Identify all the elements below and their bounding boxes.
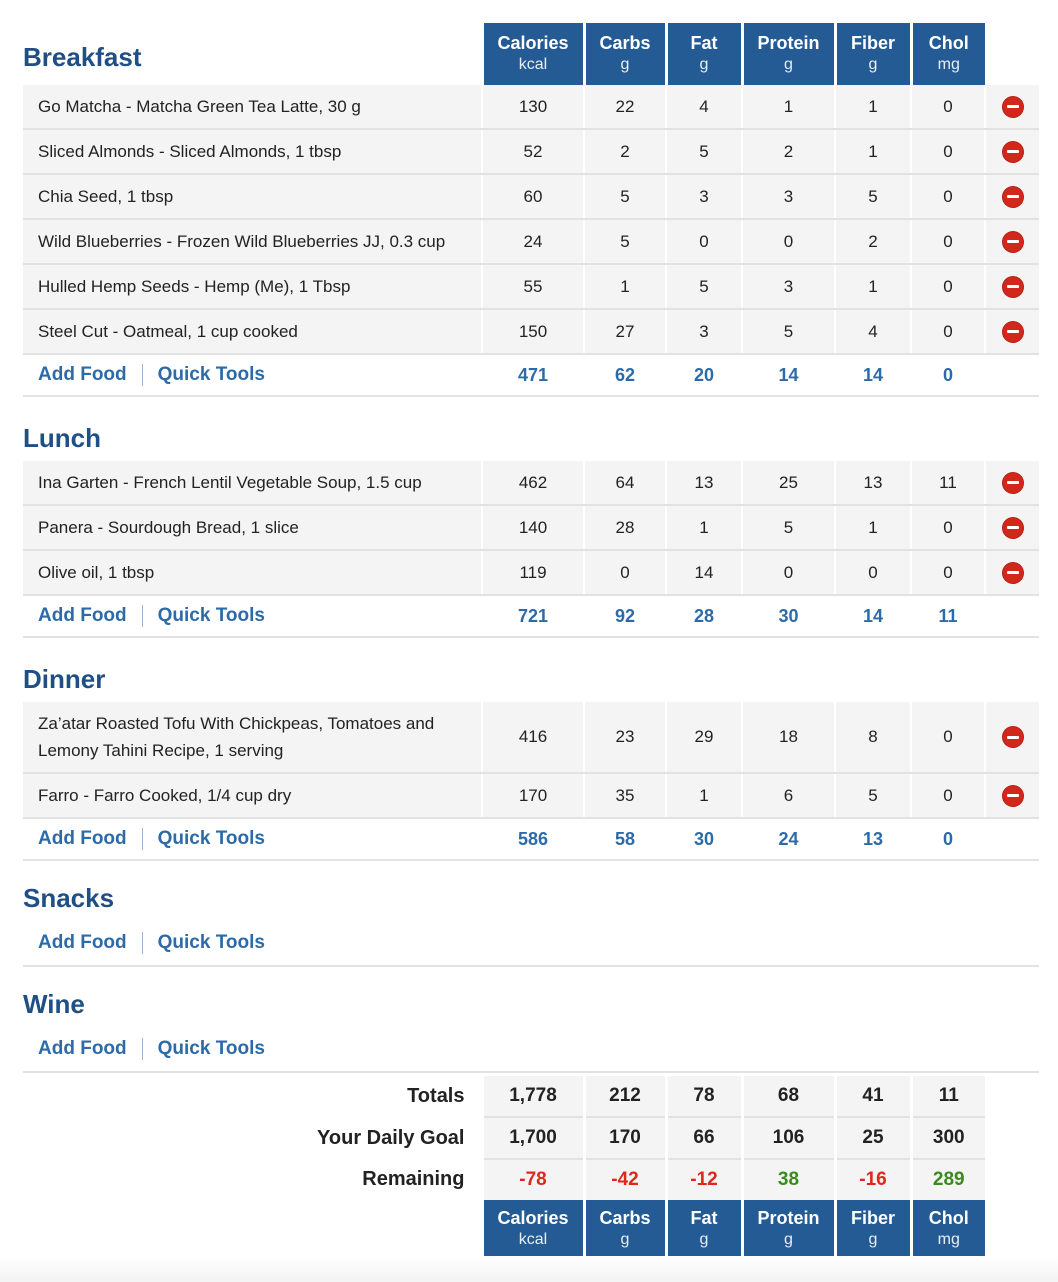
- daily-goal-row: [23, 1117, 1039, 1159]
- delete-food-button[interactable]: [985, 309, 1039, 354]
- food-fiber: 4: [835, 309, 911, 354]
- food-name[interactable]: Sliced Almonds - Sliced Almonds, 1 tbsp: [23, 129, 482, 174]
- goal-carbs: 170: [584, 1117, 666, 1159]
- column-name: Fiber: [850, 33, 895, 53]
- goal-fat: 66: [666, 1117, 742, 1159]
- column-unit: mg: [937, 56, 960, 73]
- food-carbs: 5: [584, 174, 666, 219]
- food-fat: 1: [666, 773, 742, 818]
- column-name: Fat: [690, 1208, 718, 1228]
- food-row[interactable]: [23, 174, 1039, 219]
- add-food-link[interactable]: Add Food: [38, 363, 127, 385]
- add-food-link[interactable]: Add Food: [38, 931, 127, 953]
- column-name: Protein: [757, 33, 820, 53]
- remaining-fat: -12: [666, 1159, 742, 1200]
- food-carbs: 22: [584, 85, 666, 129]
- food-calories: 140: [482, 505, 584, 550]
- food-fiber: 2: [835, 219, 911, 264]
- food-chol: 0: [911, 174, 985, 219]
- column-header-protein[interactable]: [742, 23, 835, 85]
- sum-carbs: 212: [584, 1076, 666, 1117]
- column-header-fiber[interactable]: [835, 23, 911, 85]
- quick-tools-link[interactable]: Quick Tools: [157, 827, 265, 849]
- meal-header-lunch: [23, 415, 1039, 461]
- food-fat: 14: [666, 550, 742, 595]
- food-calories: 150: [482, 309, 584, 354]
- column-name: Fat: [690, 33, 718, 53]
- column-unit: mg: [937, 1231, 960, 1248]
- column-header-chol[interactable]: [911, 1200, 985, 1258]
- food-fat: 3: [666, 309, 742, 354]
- food-row[interactable]: [23, 550, 1039, 595]
- sum-protein: 68: [742, 1076, 835, 1117]
- column-header-chol[interactable]: [911, 23, 985, 85]
- remaining-row: [23, 1159, 1039, 1200]
- column-unit: kcal: [518, 1231, 548, 1248]
- delete-food-button[interactable]: [985, 219, 1039, 264]
- food-protein: 25: [742, 461, 835, 505]
- food-fiber: 5: [835, 773, 911, 818]
- total-fiber: 14: [835, 354, 911, 396]
- food-name[interactable]: Wild Blueberries - Frozen Wild Blueberries JJ, 0.3 cup: [23, 219, 482, 264]
- food-protein: 1: [742, 85, 835, 129]
- column-unit: g: [620, 56, 630, 73]
- food-fiber: 1: [835, 264, 911, 309]
- food-row[interactable]: [23, 505, 1039, 550]
- total-calories: 721: [482, 595, 584, 637]
- goal-calories: 1,700: [482, 1117, 584, 1159]
- remove-icon[interactable]: [1003, 518, 1023, 538]
- food-fiber: 8: [835, 702, 911, 773]
- total-chol: 0: [911, 354, 985, 396]
- food-carbs: 27: [584, 309, 666, 354]
- total-carbs: 92: [584, 595, 666, 637]
- total-chol: 11: [911, 595, 985, 637]
- food-fat: 5: [666, 264, 742, 309]
- column-header-fiber[interactable]: [835, 1200, 911, 1258]
- food-carbs: 28: [584, 505, 666, 550]
- total-chol: 0: [911, 818, 985, 860]
- delete-food-button[interactable]: [985, 550, 1039, 595]
- meal-header-wine: [23, 981, 1039, 1027]
- food-fat: 0: [666, 219, 742, 264]
- column-name: Protein: [757, 1208, 820, 1228]
- sum-fiber: 41: [835, 1076, 911, 1117]
- column-unit: g: [868, 56, 878, 73]
- food-carbs: 0: [584, 550, 666, 595]
- food-row[interactable]: [23, 702, 1039, 773]
- meal-header-breakfast: [23, 23, 1039, 85]
- divider: [142, 828, 143, 850]
- column-name: Carbs: [599, 1208, 651, 1228]
- delete-food-button[interactable]: [985, 773, 1039, 818]
- food-diary: [23, 0, 1039, 1073]
- total-protein: 30: [742, 595, 835, 637]
- remove-icon[interactable]: [1003, 563, 1023, 583]
- meal-actions: [23, 921, 1039, 966]
- summary-column-headers: [23, 1200, 1039, 1258]
- food-chol: 0: [911, 129, 985, 174]
- divider: [142, 932, 143, 954]
- column-name: Calories: [497, 1208, 569, 1228]
- totals-label: Totals: [407, 1085, 465, 1107]
- meal-actions: [23, 595, 482, 637]
- goal-fiber: 25: [835, 1117, 911, 1159]
- total-fat: 20: [666, 354, 742, 396]
- diary-table: [23, 0, 1039, 1073]
- column-name: Chol: [928, 33, 969, 53]
- meal-title: Lunch: [23, 422, 101, 453]
- column-header-protein[interactable]: [742, 1200, 835, 1258]
- meal-actions: [23, 1027, 1039, 1072]
- sum-chol: 11: [911, 1076, 985, 1117]
- food-name[interactable]: Hulled Hemp Seeds - Hemp (Me), 1 Tbsp: [23, 264, 482, 309]
- food-row[interactable]: [23, 773, 1039, 818]
- column-header-fat[interactable]: [666, 1200, 742, 1258]
- goal-protein: 106: [742, 1117, 835, 1159]
- food-name[interactable]: Go Matcha - Matcha Green Tea Latte, 30 g: [23, 85, 482, 129]
- meal-totals-row: [23, 818, 1039, 860]
- totals-row: [23, 1076, 1039, 1117]
- food-fat: 5: [666, 129, 742, 174]
- food-protein: 6: [742, 773, 835, 818]
- food-chol: 0: [911, 264, 985, 309]
- remaining-calories: -78: [482, 1159, 584, 1200]
- remaining-fiber: -16: [835, 1159, 911, 1200]
- delete-food-button[interactable]: [985, 264, 1039, 309]
- add-food-link[interactable]: Add Food: [38, 1037, 127, 1059]
- meal-header-dinner: [23, 656, 1039, 702]
- food-chol: 0: [911, 550, 985, 595]
- column-unit: g: [699, 56, 709, 73]
- food-protein: 2: [742, 129, 835, 174]
- food-name[interactable]: Farro - Farro Cooked, 1/4 cup dry: [23, 773, 482, 818]
- food-calories: 24: [482, 219, 584, 264]
- remaining-carbs: -42: [584, 1159, 666, 1200]
- food-row[interactable]: [23, 264, 1039, 309]
- food-fat: 4: [666, 85, 742, 129]
- remaining-protein: 38: [742, 1159, 835, 1200]
- meal-totals-row: [23, 921, 1039, 966]
- divider: [142, 605, 143, 627]
- food-name[interactable]: Panera - Sourdough Bread, 1 slice: [23, 505, 482, 550]
- remove-icon[interactable]: [1003, 97, 1023, 117]
- food-chol: 0: [911, 85, 985, 129]
- column-header-calories[interactable]: [482, 1200, 584, 1258]
- food-protein: 0: [742, 550, 835, 595]
- food-fat: 13: [666, 461, 742, 505]
- food-protein: 3: [742, 264, 835, 309]
- total-fat: 30: [666, 818, 742, 860]
- column-unit: g: [784, 56, 793, 73]
- total-fat: 28: [666, 595, 742, 637]
- remaining-chol: 289: [911, 1159, 985, 1200]
- page-bottom-shade: [0, 1256, 1058, 1282]
- total-protein: 24: [742, 818, 835, 860]
- remaining-label: Remaining: [362, 1168, 465, 1190]
- total-calories: 586: [482, 818, 584, 860]
- food-fiber: 0: [835, 550, 911, 595]
- total-fiber: 14: [835, 595, 911, 637]
- remove-icon[interactable]: [1003, 786, 1023, 806]
- delete-food-button[interactable]: [985, 174, 1039, 219]
- goal-chol: 300: [911, 1117, 985, 1159]
- meal-actions: [23, 354, 482, 396]
- meal-title: Dinner: [23, 663, 106, 694]
- column-header-carbs[interactable]: [584, 23, 666, 85]
- food-calories: 119: [482, 550, 584, 595]
- food-fat: 29: [666, 702, 742, 773]
- total-protein: 14: [742, 354, 835, 396]
- remove-icon[interactable]: [1003, 142, 1023, 162]
- daily-summary: [23, 1076, 1039, 1258]
- column-unit: g: [784, 1231, 793, 1248]
- remove-icon[interactable]: [1003, 277, 1023, 297]
- column-header-calories[interactable]: [482, 23, 584, 85]
- divider: [142, 1038, 143, 1060]
- total-fiber: 13: [835, 818, 911, 860]
- quick-tools-link[interactable]: Quick Tools: [157, 931, 265, 953]
- food-protein: 5: [742, 309, 835, 354]
- food-protein: 5: [742, 505, 835, 550]
- food-protein: 3: [742, 174, 835, 219]
- food-protein: 0: [742, 219, 835, 264]
- food-calories: 52: [482, 129, 584, 174]
- delete-food-button[interactable]: [985, 505, 1039, 550]
- delete-food-button[interactable]: [985, 85, 1039, 129]
- column-header-fat[interactable]: [666, 23, 742, 85]
- food-chol: 0: [911, 219, 985, 264]
- add-food-link[interactable]: Add Food: [38, 827, 127, 849]
- column-unit: g: [868, 1231, 878, 1248]
- food-fat: 3: [666, 174, 742, 219]
- food-fiber: 1: [835, 129, 911, 174]
- goal-label: Your Daily Goal: [317, 1126, 465, 1149]
- remove-icon[interactable]: [1003, 322, 1023, 342]
- column-unit: g: [699, 1231, 709, 1248]
- food-fat: 1: [666, 505, 742, 550]
- food-row[interactable]: [23, 219, 1039, 264]
- total-carbs: 62: [584, 354, 666, 396]
- meal-header-snacks: [23, 875, 1039, 921]
- meal-totals-row: [23, 595, 1039, 637]
- column-unit: g: [620, 1231, 630, 1248]
- food-carbs: 35: [584, 773, 666, 818]
- food-name[interactable]: Chia Seed, 1 tbsp: [23, 174, 482, 219]
- meal-actions: [23, 818, 482, 860]
- total-carbs: 58: [584, 818, 666, 860]
- total-calories: 471: [482, 354, 584, 396]
- delete-food-button[interactable]: [985, 129, 1039, 174]
- food-row[interactable]: [23, 309, 1039, 354]
- column-name: Calories: [497, 33, 569, 53]
- food-chol: 11: [911, 461, 985, 505]
- food-carbs: 64: [584, 461, 666, 505]
- meal-totals-row: [23, 354, 1039, 396]
- food-calories: 60: [482, 174, 584, 219]
- food-calories: 55: [482, 264, 584, 309]
- remove-icon[interactable]: [1003, 187, 1023, 207]
- food-name[interactable]: Olive oil, 1 tbsp: [23, 550, 482, 595]
- sum-calories: 1,778: [482, 1076, 584, 1117]
- delete-food-button[interactable]: [985, 702, 1039, 773]
- divider: [142, 364, 143, 386]
- food-fiber: 1: [835, 85, 911, 129]
- food-row[interactable]: [23, 129, 1039, 174]
- meal-title: Breakfast: [23, 41, 142, 72]
- meal-title: Snacks: [23, 882, 115, 913]
- sum-fat: 78: [666, 1076, 742, 1117]
- food-calories: 170: [482, 773, 584, 818]
- add-food-link[interactable]: Add Food: [38, 604, 127, 626]
- food-chol: 0: [911, 505, 985, 550]
- food-carbs: 5: [584, 219, 666, 264]
- meal-totals-row: [23, 1027, 1039, 1072]
- food-name[interactable]: Ina Garten - French Lentil Vegetable Soup, 1.5 cup: [23, 461, 482, 505]
- quick-tools-link[interactable]: Quick Tools: [157, 363, 265, 385]
- quick-tools-link[interactable]: Quick Tools: [157, 604, 265, 626]
- quick-tools-link[interactable]: Quick Tools: [157, 1037, 265, 1059]
- delete-food-button[interactable]: [985, 461, 1039, 505]
- food-row[interactable]: [23, 461, 1039, 505]
- food-row[interactable]: [23, 85, 1039, 129]
- food-chol: 0: [911, 773, 985, 818]
- food-chol: 0: [911, 309, 985, 354]
- remove-icon[interactable]: [1003, 232, 1023, 252]
- remove-icon[interactable]: [1003, 727, 1023, 747]
- food-calories: 462: [482, 461, 584, 505]
- food-fiber: 5: [835, 174, 911, 219]
- food-carbs: 1: [584, 264, 666, 309]
- food-protein: 18: [742, 702, 835, 773]
- remove-icon[interactable]: [1003, 473, 1023, 493]
- column-name: Fiber: [850, 1208, 895, 1228]
- column-name: Carbs: [599, 33, 651, 53]
- food-carbs: 2: [584, 129, 666, 174]
- food-chol: 0: [911, 702, 985, 773]
- food-fiber: 1: [835, 505, 911, 550]
- food-name[interactable]: Za’atar Roasted Tofu With Chickpeas, Tomatoes and Lemony Tahini Recipe, 1 serving: [23, 702, 482, 773]
- column-unit: kcal: [518, 56, 548, 73]
- food-fiber: 13: [835, 461, 911, 505]
- meal-title: Wine: [23, 988, 85, 1019]
- column-name: Chol: [928, 1208, 969, 1228]
- column-header-carbs[interactable]: [584, 1200, 666, 1258]
- food-carbs: 23: [584, 702, 666, 773]
- food-calories: 416: [482, 702, 584, 773]
- food-name[interactable]: Steel Cut - Oatmeal, 1 cup cooked: [23, 309, 482, 354]
- food-calories: 130: [482, 85, 584, 129]
